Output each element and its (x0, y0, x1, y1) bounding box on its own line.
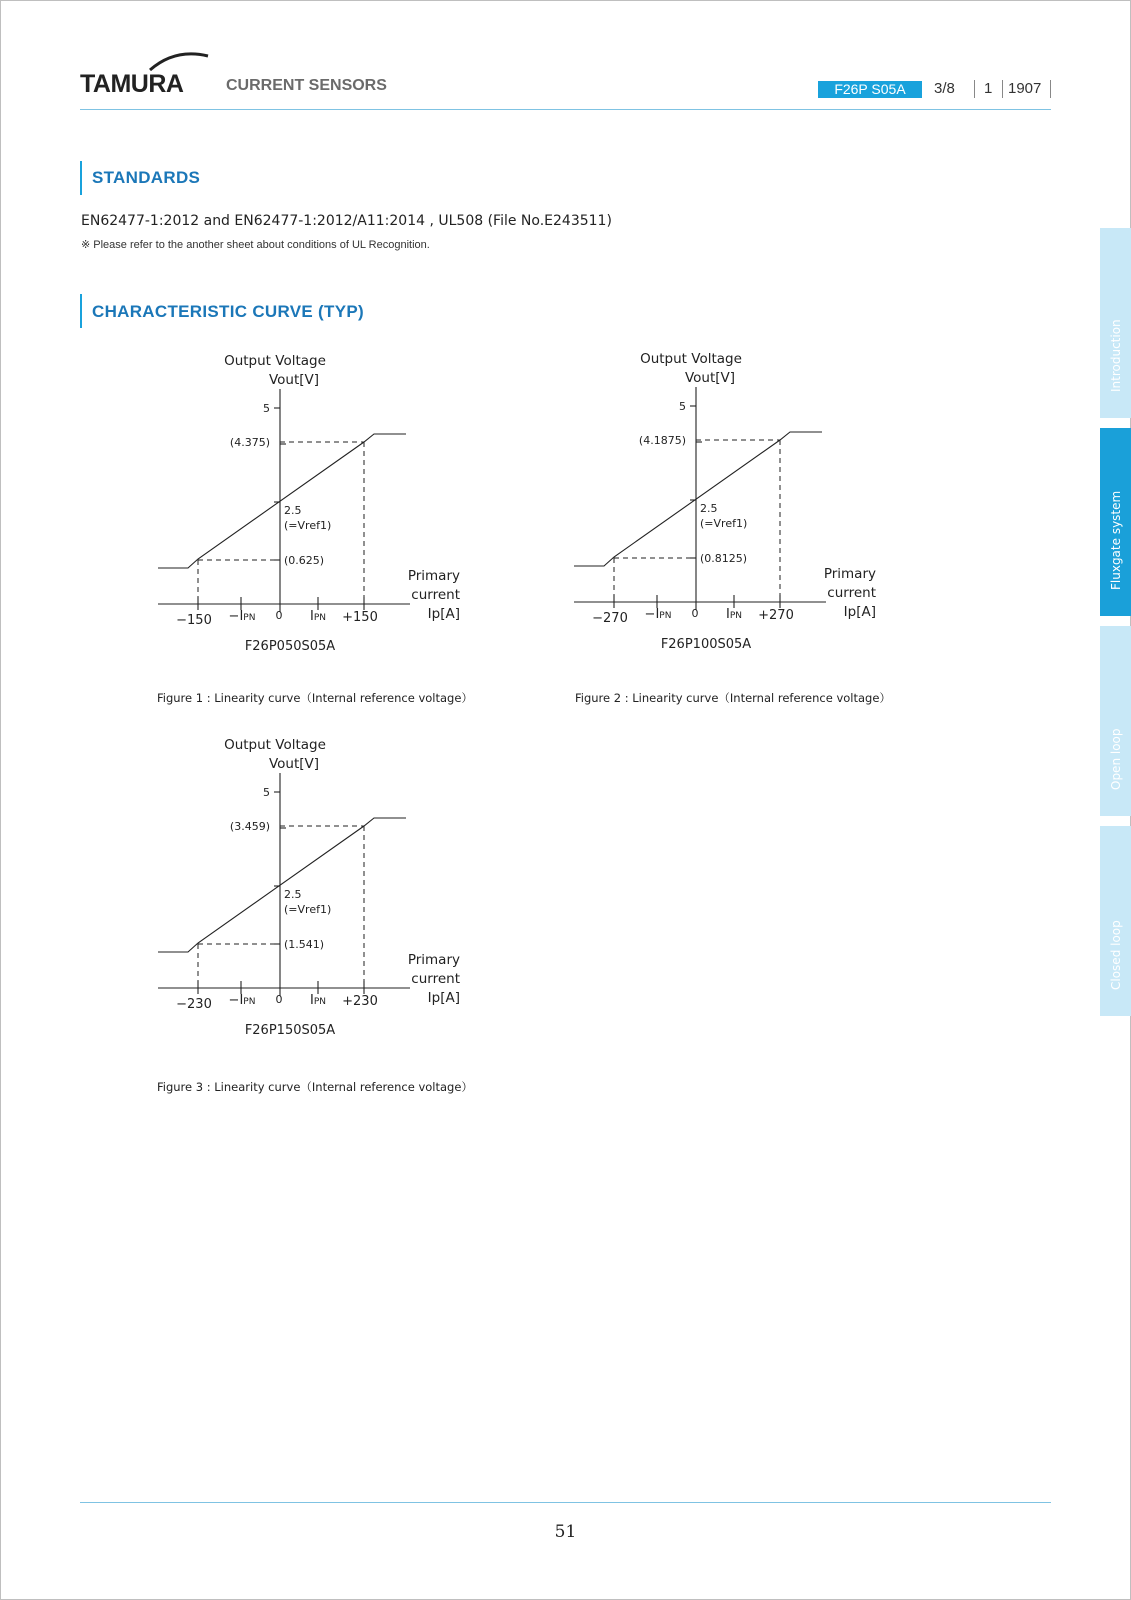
figure-1-caption: Figure 1 : Linearity curve（Internal reference voltage） (157, 691, 473, 705)
y-tick-label: (3.459) (229, 820, 270, 833)
y-tick-label: (4.375) (229, 436, 270, 449)
side-tab-closed-loop[interactable] (1100, 826, 1131, 1016)
figure-3-linearity-curve (150, 736, 480, 1056)
side-tab-label: Introduction (1108, 319, 1123, 392)
y-tick-label: (1.541) (284, 938, 325, 951)
x-tick-label-neg-ipn: −IPN (228, 993, 256, 1008)
model-name: F26P150S05A (244, 1023, 336, 1038)
x-axis-title: current (411, 971, 460, 987)
x-axis-title: Primary (823, 566, 876, 582)
tamura-logo (80, 50, 210, 96)
section-marker (80, 161, 82, 195)
footer-rule (80, 1502, 1051, 1503)
vref-label: 2.5 (700, 502, 718, 515)
side-tab-label: Open loop (1108, 728, 1123, 790)
vref-note: (=Vref1) (700, 517, 748, 530)
y-tick-label: (0.8125) (700, 552, 748, 565)
x-axis-unit: Ip[A] (427, 606, 460, 622)
vref-note: (=Vref1) (284, 519, 332, 532)
x-axis-unit: Ip[A] (427, 990, 460, 1006)
x-tick-label: −150 (176, 613, 212, 628)
x-tick-label: 0 (275, 993, 283, 1006)
logo-text: TAMURA (80, 70, 184, 96)
x-tick-label: 0 (691, 607, 699, 620)
x-tick-label-neg-ipn: −IPN (644, 607, 672, 622)
x-axis-title: Primary (407, 568, 460, 584)
y-tick-label: (4.1875) (638, 434, 686, 447)
vref-label: 2.5 (284, 888, 302, 901)
x-axis-unit: Ip[A] (843, 604, 876, 620)
y-axis-title: Output Voltage (224, 353, 326, 369)
x-tick-label-ipn: IPN (725, 607, 743, 622)
y-tick-label: 5 (263, 786, 270, 799)
standards-note: ※ Please refer to the another sheet about conditions of UL Recognition. (81, 239, 430, 251)
document-category: CURRENT SENSORS (226, 77, 387, 94)
transfer-curve (158, 434, 406, 568)
curves-title: CHARACTERISTIC CURVE (TYP) (92, 302, 364, 321)
x-axis-title: current (411, 587, 460, 603)
vref-note: (=Vref1) (284, 903, 332, 916)
figure-2-caption: Figure 2 : Linearity curve（Internal reference voltage） (575, 691, 891, 705)
x-tick-label: −230 (176, 997, 212, 1012)
side-tab-fluxgate-system[interactable] (1100, 428, 1131, 616)
side-tab-label: Closed loop (1108, 920, 1123, 990)
page-ratio: 3/8 (934, 80, 955, 97)
y-axis-unit: Vout[V] (268, 756, 320, 772)
x-tick-label: 0 (275, 609, 283, 622)
model-name: F26P050S05A (244, 639, 336, 654)
model-name: F26P100S05A (660, 637, 752, 652)
x-axis-title: current (827, 585, 876, 601)
x-tick-label: +150 (342, 610, 378, 625)
figure-1-linearity-curve (150, 352, 480, 672)
y-axis-title: Output Voltage (640, 351, 742, 367)
meta-divider (974, 80, 975, 98)
meta-divider (1002, 80, 1003, 98)
x-tick-label: −270 (592, 611, 628, 626)
section-marker (80, 294, 82, 328)
revision: 1 (984, 80, 993, 97)
side-tab-label: Fluxgate system (1108, 490, 1123, 590)
vref-label: 2.5 (284, 504, 302, 517)
x-tick-label-ipn: IPN (309, 993, 327, 1008)
transfer-curve (158, 818, 406, 952)
x-tick-label-neg-ipn: −IPN (228, 609, 256, 624)
y-axis-title: Output Voltage (224, 737, 326, 753)
product-tag: F26P S05A (818, 81, 922, 98)
header-rule (80, 109, 1051, 110)
x-axis-title: Primary (407, 952, 460, 968)
x-tick-label-ipn: IPN (309, 609, 327, 624)
y-tick-label: 5 (263, 402, 270, 415)
page-number: 51 (554, 1522, 577, 1542)
y-axis-unit: Vout[V] (268, 372, 320, 388)
meta-divider (1050, 80, 1051, 98)
side-tab-introduction[interactable] (1100, 228, 1131, 418)
transfer-curve (574, 432, 822, 566)
y-tick-label: 5 (679, 400, 686, 413)
x-tick-label: +230 (342, 994, 378, 1009)
figure-3-caption: Figure 3 : Linearity curve（Internal reference voltage） (157, 1080, 473, 1094)
y-axis-unit: Vout[V] (684, 370, 736, 386)
x-tick-label: +270 (758, 608, 794, 623)
y-tick-label: (0.625) (284, 554, 325, 567)
figure-2-linearity-curve (566, 350, 896, 670)
standards-text: EN62477-1:2012 and EN62477-1:2012/A11:2014 , UL508 (File No.E243511) (81, 213, 612, 229)
standards-title: STANDARDS (92, 168, 201, 187)
date-code: 1907 (1008, 80, 1042, 97)
side-tab-open-loop[interactable] (1100, 626, 1131, 816)
